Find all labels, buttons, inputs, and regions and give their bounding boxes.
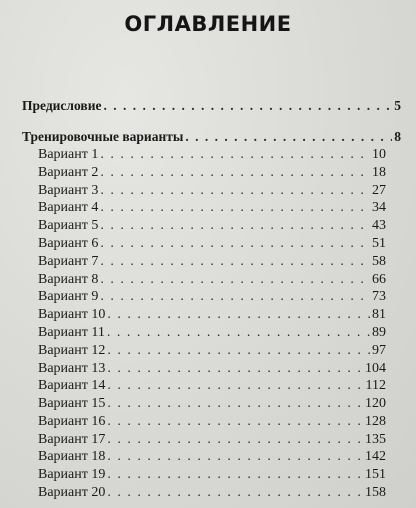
dot-leader <box>107 377 363 395</box>
dot-leader <box>107 342 370 360</box>
toc-entry-label: Вариант 15 <box>38 396 106 412</box>
toc-entry-page: 128 <box>365 413 386 429</box>
toc-entry-label: Вариант 11 <box>38 324 105 340</box>
toc-entry-variant <box>38 288 386 306</box>
toc-entry-page: 58 <box>372 253 386 269</box>
dot-leader <box>107 324 370 342</box>
dot-leader <box>107 448 363 466</box>
toc-entry-page: 151 <box>365 467 386 483</box>
toc-entry-label: Вариант 19 <box>38 467 106 483</box>
toc-entry-variant <box>38 306 386 324</box>
toc-entry-label: Вариант 13 <box>38 360 106 376</box>
toc-entry-label: Вариант 17 <box>38 431 106 447</box>
dot-leader <box>107 395 363 413</box>
toc-entry-page: 18 <box>372 164 386 180</box>
toc-entry-variant <box>38 395 386 413</box>
toc-entry-label: Вариант 6 <box>38 235 99 251</box>
toc-entry-page: 158 <box>365 485 386 500</box>
toc-entry-label: Вариант 12 <box>38 342 106 358</box>
dot-leader <box>100 164 370 182</box>
toc-entry-page: 89 <box>372 324 386 340</box>
toc-entry-variant <box>38 431 386 449</box>
toc-heading: ОГЛАВЛЕНИЕ <box>124 12 292 36</box>
toc-entry-variant <box>38 377 386 395</box>
toc-entry-label: Вариант 20 <box>38 485 106 500</box>
toc-entry-label: Вариант 10 <box>38 307 106 323</box>
toc-entry-label: Вариант 3 <box>38 182 99 198</box>
toc-entry-variant <box>38 484 386 502</box>
dot-leader <box>100 182 370 200</box>
toc-entry-label: Тренировочные варианты <box>22 129 184 144</box>
toc-entry-label: Вариант 16 <box>38 413 106 429</box>
toc-entry-page: 8 <box>394 129 401 144</box>
dot-leader <box>107 466 363 484</box>
dot-leader <box>107 360 363 378</box>
dot-leader <box>107 413 363 431</box>
toc-entry-label: Вариант 9 <box>38 289 99 305</box>
toc-entry-page: 5 <box>394 98 401 113</box>
dot-leader <box>100 199 370 217</box>
toc-entry-page: 81 <box>372 307 386 323</box>
toc-entry-label: Вариант 5 <box>38 218 99 234</box>
dot-leader <box>100 288 370 306</box>
toc-entry-label: Вариант 14 <box>38 378 106 394</box>
toc-entry-variant <box>38 271 386 289</box>
dot-leader <box>185 127 392 146</box>
toc-entry-variant <box>38 146 386 164</box>
toc-entry-page: 142 <box>365 449 386 465</box>
toc-entry-variant <box>38 199 386 217</box>
dot-leader <box>100 271 370 289</box>
toc-entry-page: 104 <box>365 360 386 376</box>
toc-entry-page: 66 <box>372 271 386 287</box>
toc-entry-variant <box>38 235 386 253</box>
toc-entry-variant <box>38 182 386 200</box>
dot-leader <box>107 484 363 502</box>
dot-leader <box>100 217 370 235</box>
toc-entry-variant <box>38 413 386 431</box>
toc-entry-variant <box>38 253 386 271</box>
toc-entry-variant <box>38 217 386 235</box>
toc-entry-training-variants <box>22 127 401 146</box>
dot-leader <box>103 96 392 115</box>
toc-entry-page: 43 <box>372 218 386 234</box>
toc-entry-page: 120 <box>365 396 386 412</box>
toc-entry-label: Вариант 8 <box>38 271 99 287</box>
toc-entry-variant <box>38 448 386 466</box>
toc-entry-label: Вариант 7 <box>38 253 99 269</box>
toc-entry-preface <box>22 96 401 115</box>
toc-entry-variant <box>38 164 386 182</box>
dot-leader <box>100 146 370 164</box>
toc-entry-label: Вариант 2 <box>38 164 99 180</box>
toc-entry-page: 51 <box>372 235 386 251</box>
toc-entry-variant <box>38 342 386 360</box>
toc-entry-page: 10 <box>372 147 386 162</box>
toc-entry-page: 97 <box>372 342 386 358</box>
dot-leader <box>107 431 363 449</box>
toc-entry-label: Вариант 1 <box>38 147 99 162</box>
dot-leader <box>107 306 370 324</box>
toc-entry-variant <box>38 324 386 342</box>
toc-entry-variant <box>38 360 386 378</box>
toc-entry-page: 112 <box>365 378 386 394</box>
toc-entry-label: Вариант 4 <box>38 200 99 216</box>
toc-entry-page: 27 <box>372 182 386 198</box>
toc-entry-variant <box>38 466 386 484</box>
toc-entry-label: Вариант 18 <box>38 449 106 465</box>
dot-leader <box>100 253 370 271</box>
toc-entry-page: 34 <box>372 200 386 216</box>
toc-entry-page: 135 <box>365 431 386 447</box>
toc-entry-page: 73 <box>372 289 386 305</box>
toc-entry-label: Предисловие <box>22 98 102 113</box>
dot-leader <box>100 235 370 253</box>
